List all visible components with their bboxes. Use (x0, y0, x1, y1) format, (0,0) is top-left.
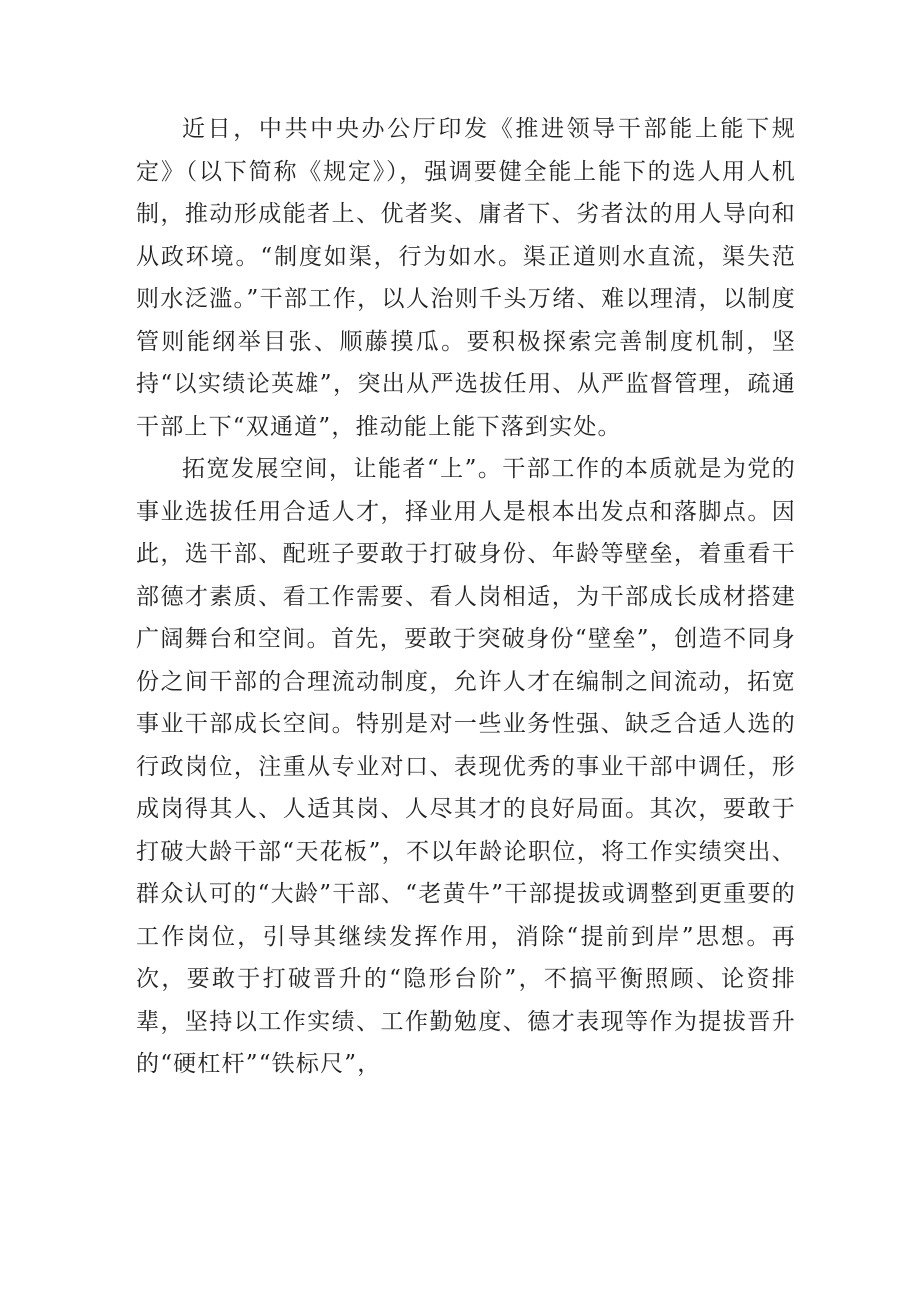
document-body (136, 108, 796, 1086)
paragraph-intro: 近日，中共中央办公厅印发《推进领导干部能上能下规定》（以下简称《规定》），强调要健全能上能下的选人用人机制，推动形成能者上、优者奖、庸者下、劣者汰的用人导向和从政环境。“制度如渠，行为如水。渠正道则水直流，渠失范则水泛滥。”干部工作，以人治则千头万绪、难以理清，以制度管则能纲举目张、顺藤摸瓜。要积极探索完善制度机制，坚持“以实绩论英雄”，突出从严选拔任用、从严监督管理，疏通干部上下“双通道”，推动能上能下落到实处。 (136, 116, 796, 440)
paragraph-capable-up: 拓宽发展空间，让能者“上”。干部工作的本质就是为党的事业选拔任用合适人才，择业用人是根本出发点和落脚点。因此，选干部、配班子要敢于打破身份、年龄等壁垒，着重看干部德才素质、看工作需要、看人岗相适，为干部成长成材搭建广阔舞台和空间。首先，要敢于突破身份“壁垒”，创造不同身份之间干部的合理流动制度，允许人才在编制之间流动，拓宽事业干部成长空间。特别是对一些业务性强、缺乏合适人选的行政岗位，注重从专业对口、表现优秀的事业干部中调任，形成岗得其人、人适其岗、人尽其才的良好局面。其次，要敢于打破大龄干部“天花板”，不以年龄论职位，将工作实绩突出、群众认可的“大龄”干部、“老黄牛”干部提拔或调整到更重要的工作岗位，引导其继续发挥作用，消除“提前到岸”思想。再次，要敢于打破晋升的“隐形台阶”，不搞平衡照顾、论资排辈，坚持以工作实绩、工作勤勉度、德才表现等作为提拔晋升的“硬杠杆”“铁标尺”， (136, 456, 796, 1077)
